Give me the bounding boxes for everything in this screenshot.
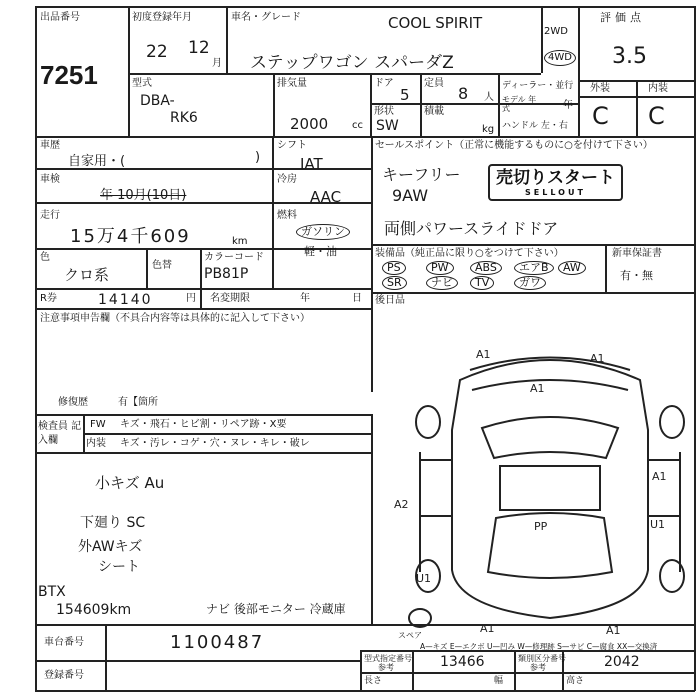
rule [35, 308, 371, 310]
rule [371, 244, 695, 246]
interior-items: キズ・汚レ・コゲ・穴・ヌレ・キレ・破レ [120, 438, 310, 449]
rule [226, 6, 228, 73]
year-unit: 年 [300, 293, 310, 304]
rating-value: 3.5 [612, 44, 647, 69]
border-right [694, 6, 696, 691]
border-top [35, 6, 695, 8]
car-damage-diagram [380, 340, 692, 640]
yen-unit: 円 [186, 293, 196, 304]
rule [35, 414, 371, 416]
mileage-label: 走行 [40, 210, 60, 221]
repair-after-label: 後日品 [375, 295, 405, 306]
first-reg-month: 12 [188, 38, 210, 58]
kg-unit: kg [482, 124, 495, 135]
doors-value: 5 [400, 86, 410, 104]
model-label: 型式 [132, 78, 152, 89]
selling-point-3: 両側パワースライドドア [384, 219, 559, 238]
sellout-stamp [488, 164, 623, 201]
sellout-stamp-sub: SELLOUT [525, 188, 586, 197]
rule [200, 288, 202, 308]
history-label: 車歴 [40, 140, 60, 151]
damage-mark: A1 [476, 348, 491, 361]
length-label: 長さ [364, 676, 383, 686]
rule [420, 73, 422, 136]
aircon-label: 冷房 [277, 174, 297, 185]
equipment-item: PW [426, 261, 454, 275]
model-line1: DBA- [140, 93, 175, 109]
rule [83, 433, 371, 435]
warranty-label: 新車保証書 [612, 248, 662, 259]
color-code-label: カラーコード [204, 252, 264, 263]
note-hand-1: 小キズ Au [95, 474, 165, 492]
rule [371, 292, 695, 294]
interior-label: 内装 [648, 83, 668, 94]
repair-history-value: 有【箇所 [118, 397, 158, 408]
displacement-value: 2000 [290, 115, 329, 133]
border-left [35, 6, 37, 691]
inspector-label: 検査員 記入欄 [38, 421, 82, 446]
color-value: クロ系 [64, 266, 110, 284]
mileage-value: 15万4千609 [70, 226, 191, 247]
note-hand-4: シート [98, 559, 140, 575]
border-bottom [35, 690, 695, 692]
lot-no: 7251 [40, 60, 98, 90]
aircon-value: AAC [310, 188, 342, 206]
displacement-label: 排気量 [277, 78, 307, 89]
exterior-grade: C [592, 102, 609, 130]
selling-point-2: 9AW [392, 186, 429, 205]
rule [35, 660, 360, 662]
damage-mark: U1 [416, 572, 432, 585]
ref-label: 参考 [378, 663, 394, 672]
damage-mark: A1 [590, 352, 605, 365]
rule [498, 73, 500, 136]
class-value: 2042 [604, 654, 640, 670]
recycle-value: 14140 [98, 292, 153, 308]
selling-points-label: セールスポイント（正常に機能するものに○を付けて下さい） [375, 140, 653, 151]
rule [578, 6, 580, 136]
recycle-label: R券 [40, 293, 57, 304]
history-close: ) [255, 150, 261, 165]
fuel-gas-circled: ガソリン [296, 224, 350, 240]
rule [636, 80, 638, 136]
exterior-label: 外装 [590, 83, 610, 94]
equipment-item: AW [558, 261, 586, 275]
capacity-value: 8 [458, 84, 469, 103]
damage-mark: A1 [530, 382, 545, 395]
color-change-label: 色替 [152, 260, 172, 271]
damage-mark: PP [534, 520, 548, 533]
car-name-handwritten: ステップワゴン スパーダZ [250, 53, 454, 73]
note-hand-6: 154609km [56, 602, 132, 618]
capacity-unit: 人 [484, 92, 494, 103]
equipment-item: ガワ [514, 276, 546, 290]
color-label: 色 [40, 252, 50, 263]
rule [105, 624, 107, 690]
rule [200, 248, 202, 288]
height-label: 高さ [566, 676, 585, 686]
fuel-label: 燃料 [277, 210, 297, 221]
rule [360, 672, 695, 674]
reg-label: 登録番号 [44, 670, 84, 681]
fuel-diesel: 軽・油 [304, 245, 337, 258]
rating-label: 評価点 [600, 11, 645, 24]
notes-label: 注意事項申告欄（不具合内容等は具体的に記入して下さい） [40, 313, 310, 324]
ref2-label: 参考 [530, 663, 546, 672]
equipment-item: ナビ [426, 276, 458, 290]
capacity-label: 定員 [424, 78, 444, 89]
equipment-label: 装備品（純正品に限り○をつけて下さい） [375, 248, 564, 259]
interior-grade: C [648, 102, 665, 130]
damage-mark: U1 [650, 518, 666, 531]
day-unit: 日 [352, 293, 362, 304]
load-label: 積載 [424, 106, 444, 117]
note-hand-5: BTX [38, 584, 66, 600]
frame-label: 車台番号 [44, 637, 84, 648]
model-year-unit: 年 [563, 100, 573, 111]
first-reg-year: 22 [146, 42, 168, 62]
doors-label: ドア [374, 78, 394, 89]
damage-mark: A1 [652, 470, 667, 483]
first-reg-label: 初度登録年月 [132, 12, 192, 23]
spare-label: スペア [398, 631, 422, 640]
model-line2: RK6 [170, 110, 198, 126]
equipment-item: ABS [470, 261, 502, 275]
equipment-item: エアB [514, 261, 554, 275]
model-cert-label: 型式指定番号 [364, 654, 412, 663]
note-hand-2: 下廻り SC [80, 515, 146, 531]
width-label: 幅 [494, 676, 504, 686]
grade-handwritten: COOL SPIRIT [388, 14, 483, 32]
rule [35, 452, 371, 454]
car-name-label: 車名・グレード [231, 12, 301, 23]
class-label: 類別区分番号 [518, 654, 566, 663]
drive-4wd-circled: 4WD [544, 50, 576, 66]
inspection-label: 車検 [40, 174, 60, 185]
shift-label: シフト [277, 140, 307, 151]
shift-value: IAT [300, 155, 323, 173]
rule [35, 136, 695, 138]
rule [128, 73, 541, 75]
note-hand-3: 外AWキズ [78, 539, 143, 555]
month-unit: 月 [212, 58, 222, 69]
color-code-value: PB81P [204, 266, 249, 282]
rule [360, 650, 362, 690]
rule [371, 136, 373, 392]
damage-mark: A1 [606, 624, 621, 637]
frame-value: 1100487 [170, 632, 265, 653]
cc-unit: cc [352, 120, 363, 131]
selling-point-1: キーフリー [382, 165, 461, 184]
shape-label: 形状 [374, 106, 394, 117]
rule [128, 6, 130, 136]
inspection-value: 年 10月(10日) [100, 188, 187, 203]
rule [514, 650, 516, 690]
transfer-label: 名変期限 [210, 293, 250, 304]
warranty-value: 有・無 [620, 269, 653, 282]
fw-label: FW [90, 419, 106, 430]
note-hand-7: ナビ 後部モニター 冷蔵庫 [206, 602, 346, 616]
equipment-item: SR [382, 276, 407, 290]
rule [541, 6, 543, 73]
damage-mark: A1 [480, 622, 495, 635]
km-unit: km [232, 236, 248, 247]
legend: A—キズ E—エクボ U—凹み W—修理跡 S—サビ C—腐食 XX—交換済 [420, 642, 658, 651]
fw-items: キズ・飛石・ヒビ割・リペア跡・X要 [120, 419, 287, 430]
model-year-label: モデル 年式 [502, 95, 537, 113]
history-value: 自家用・( [68, 154, 126, 169]
rule [146, 248, 148, 288]
shape-value: SW [376, 118, 399, 134]
model-cert-value: 13466 [440, 654, 485, 670]
rule [370, 73, 372, 136]
rule [35, 288, 371, 290]
interior-items-label: 内装 [86, 438, 106, 449]
equipment-item: TV [470, 276, 494, 290]
rule [272, 136, 274, 288]
drive-2wd: 2WD [544, 26, 568, 37]
rule [273, 73, 275, 136]
repair-history-label: 修復歴 [58, 397, 88, 408]
dealer-label: ディーラー・並行 [502, 81, 574, 91]
sellout-stamp-main: 売切りスタート [496, 168, 615, 188]
rule [371, 414, 373, 624]
equipment-item: PS [382, 261, 406, 275]
rule [412, 650, 414, 690]
rule [605, 244, 607, 292]
handle-label: ハンドル 左・右 [502, 121, 568, 131]
damage-mark: A2 [394, 498, 409, 511]
lot-no-label: 出品番号 [40, 12, 80, 23]
